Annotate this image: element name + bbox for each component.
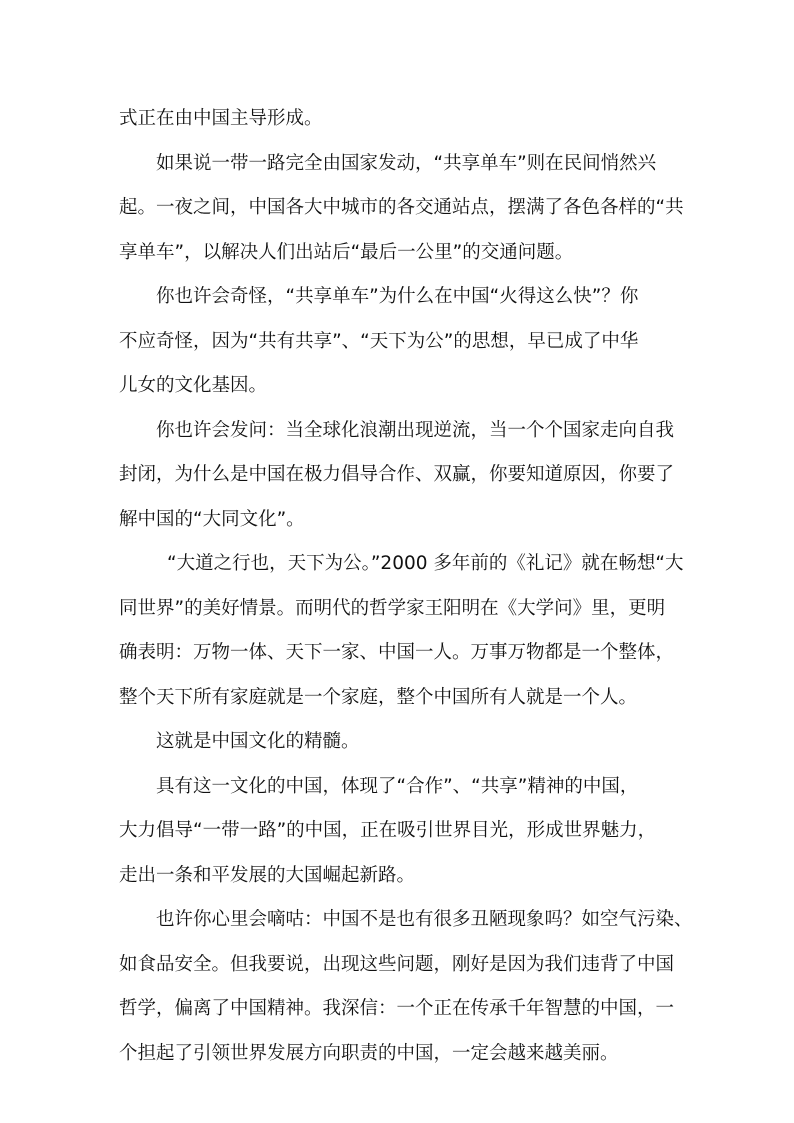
paragraph-first-line: 这就是中国文化的精髓。: [156, 731, 360, 752]
text-line: 大力倡导“一带一路”的中国，正在吸引世界目光，形成世界魅力，: [119, 820, 657, 841]
text-line: 封闭，为什么是中国在极力倡导合作、双赢，你要知道原因，你要了: [119, 464, 675, 485]
paragraph-first-line: 你也许会发问：当全球化浪潮出现逆流，当一个个国家走向自我: [156, 419, 675, 441]
paragraph-first-line: “大道之行也，天下为公。”2000 多年前的《礼记》就在畅想“大: [167, 553, 684, 574]
text-line: 如食品安全。但我要说，出现这些问题，刚好是因为我们违背了中国: [119, 953, 675, 975]
text-line: 式正在由中国主导形成。: [119, 108, 323, 129]
text-line: 起。一夜之间，中国各大中城市的各交通站点，摆满了各色各样的“共: [119, 197, 684, 218]
paragraph-first-line: 具有这一文化的中国，体现了“合作”、“共享”精神的中国，: [156, 775, 639, 797]
text-line: 走出一条和平发展的大国崛起新路。: [119, 864, 416, 886]
document-body: [119, 97, 693, 1076]
paragraph-first-line: 你也许会奇怪，“共享单车”为什么在中国“火得这么快”？你: [156, 286, 639, 307]
text-line: 个担起了引领世界发展方向职责的中国，一定会越来越美丽。: [119, 1042, 619, 1064]
text-line: 不应奇怪，因为“共有共享”、“天下为公”的思想，早已成了中华: [119, 330, 639, 352]
text-line: 同世界”的美好情景。而明代的哲学家王阳明在《大学问》里，更明: [119, 597, 666, 619]
text-line: 解中国的“大同文化”。: [119, 508, 305, 530]
text-line: 哲学，偏离了中国精神。我深信：一个正在传承千年智慧的中国，一: [119, 998, 675, 1019]
paragraph-first-line: 也许你心里会嘀咕：中国不是也有很多丑陋现象吗？如空气污染、: [156, 909, 693, 930]
text-line: 整个天下所有家庭就是一个家庭，整个中国所有人就是一个人。: [119, 686, 638, 708]
text-line: 儿女的文化基因。: [119, 375, 268, 396]
text-line: 享单车”，以解决人们出站后“最后一公里”的交通问题。: [119, 241, 574, 263]
text-line: 确表明：万物一体、天下一家、中国一人。万事万物都是一个整体，: [119, 642, 675, 663]
paragraph-first-line: 如果说一带一路完全由国家发动，“共享单车”则在民间悄然兴: [156, 152, 657, 174]
